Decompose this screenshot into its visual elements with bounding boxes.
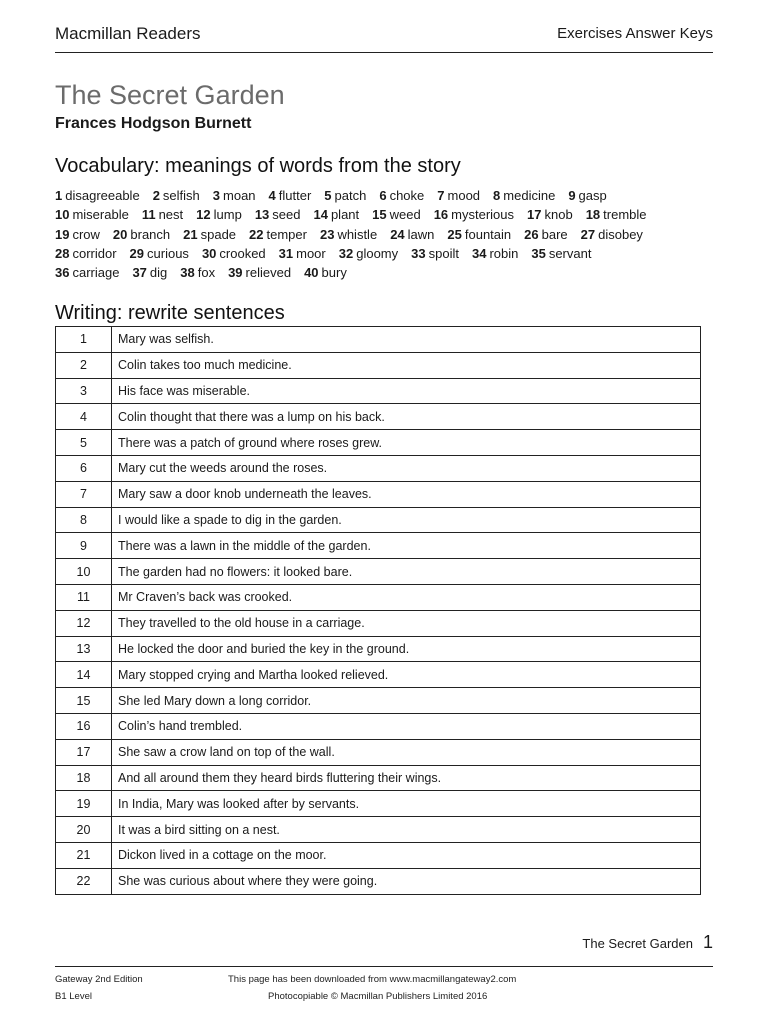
vocabulary-number: 5: [324, 188, 332, 203]
vocabulary-item: [586, 205, 647, 224]
row-number: 15: [56, 688, 112, 714]
vocabulary-number: 2: [152, 188, 160, 203]
row-number: 22: [56, 868, 112, 894]
document-type: Exercises Answer Keys: [557, 25, 713, 42]
row-number: 8: [56, 507, 112, 533]
row-sentence: Mary was selfish.: [112, 327, 701, 353]
vocabulary-number: 6: [379, 188, 387, 203]
vocabulary-number: 29: [129, 245, 145, 261]
vocabulary-number: 26: [524, 226, 539, 242]
table-row: [56, 327, 701, 353]
vocabulary-word: nest: [158, 207, 184, 223]
vocabulary-item: [437, 186, 480, 205]
vocabulary-number: 22: [249, 226, 264, 242]
vocabulary-item: [527, 205, 573, 224]
row-number: 16: [56, 713, 112, 739]
row-sentence: His face was miserable.: [112, 378, 701, 404]
table-row: [56, 636, 701, 662]
vocabulary-item: [568, 186, 606, 205]
vocabulary-line: [55, 205, 725, 224]
vocabulary-number: 21: [183, 226, 198, 242]
vocabulary-number: 3: [212, 188, 221, 203]
vocabulary-item: [183, 225, 236, 244]
vocabulary-word: selfish: [162, 188, 200, 203]
vocabulary-number: 40: [304, 265, 319, 281]
vocabulary-word: disobey: [598, 226, 643, 242]
vocabulary-item: [55, 205, 129, 224]
vocabulary-item: [324, 186, 366, 205]
vocabulary-word: miserable: [72, 207, 129, 223]
sentences-table: [55, 326, 701, 895]
vocabulary-number: 18: [585, 207, 601, 223]
table-row: [56, 688, 701, 714]
vocabulary-item: [249, 225, 307, 244]
vocabulary-number: 1: [55, 188, 63, 203]
row-number: 3: [56, 378, 112, 404]
row-number: 14: [56, 662, 112, 688]
vocabulary-number: 36: [55, 265, 70, 281]
row-sentence: He locked the door and buried the key in the ground.: [112, 636, 701, 662]
row-sentence: There was a lawn in the middle of the garden.: [112, 533, 701, 559]
vocabulary-word: tremble: [603, 207, 647, 223]
table-row: [56, 352, 701, 378]
table-row: [56, 868, 701, 894]
vocabulary-number: 14: [313, 207, 328, 223]
row-number: 9: [56, 533, 112, 559]
vocabulary-word: bury: [321, 265, 347, 281]
footer-book-title: The Secret Garden: [582, 936, 693, 951]
table-row: [56, 662, 701, 688]
row-sentence: The garden had no flowers: it looked bare.: [112, 559, 701, 585]
vocabulary-number: 30: [201, 245, 217, 261]
row-number: 20: [56, 817, 112, 843]
vocabulary-word: bare: [541, 226, 568, 242]
vocabulary-item: [524, 225, 568, 244]
vocabulary-word: whistle: [337, 226, 378, 242]
row-number: 13: [56, 636, 112, 662]
row-number: 17: [56, 739, 112, 765]
table-row: [56, 791, 701, 817]
vocabulary-item: [313, 205, 359, 224]
vocabulary-word: flutter: [278, 188, 312, 203]
vocabulary-word: fox: [197, 265, 216, 281]
vocabulary-item: [180, 263, 215, 282]
page-header: [55, 22, 713, 53]
vocabulary-number: 38: [180, 265, 195, 281]
vocabulary-heading: Vocabulary: meanings of words from the story: [55, 155, 461, 177]
vocabulary-number: 4: [268, 188, 276, 203]
vocabulary-word: servant: [548, 245, 592, 261]
vocabulary-word: choke: [389, 188, 425, 203]
series-name: Macmillan Readers: [55, 24, 201, 43]
vocabulary-number: 32: [338, 245, 354, 261]
vocabulary-word: crow: [72, 226, 100, 242]
vocabulary-word: gasp: [578, 188, 607, 203]
table-row: [56, 404, 701, 430]
vocabulary-word: relieved: [245, 265, 292, 281]
vocabulary-word: branch: [130, 226, 171, 242]
vocabulary-item: [55, 186, 140, 205]
vocabulary-word: spoilt: [428, 245, 459, 261]
vocabulary-word: temper: [266, 226, 307, 242]
vocabulary-number: 39: [228, 265, 243, 281]
row-number: 1: [56, 327, 112, 353]
row-sentence: Mr Craven’s back was crooked.: [112, 584, 701, 610]
footer-divider: [55, 966, 713, 967]
vocabulary-item: [472, 244, 518, 263]
vocabulary-list: [55, 186, 725, 282]
vocabulary-number: 25: [447, 226, 462, 242]
vocabulary-number: 11: [141, 207, 156, 223]
vocabulary-item: [132, 263, 167, 282]
vocabulary-line: [55, 244, 725, 263]
footer-edition: Gateway 2nd Edition: [55, 974, 143, 985]
vocabulary-word: plant: [330, 207, 360, 223]
vocabulary-word: mood: [447, 188, 481, 203]
table-row: [56, 507, 701, 533]
vocabulary-number: 13: [254, 207, 270, 223]
row-sentence: She led Mary down a long corridor.: [112, 688, 701, 714]
vocabulary-item: [493, 186, 555, 205]
vocabulary-number: 15: [372, 207, 387, 223]
page-number: 1: [702, 932, 713, 952]
vocabulary-item: [213, 186, 256, 205]
row-sentence: She saw a crow land on top of the wall.: [112, 739, 701, 765]
row-number: 6: [56, 455, 112, 481]
page-footer-title: [582, 932, 713, 953]
row-sentence: She was curious about where they were going.: [112, 868, 701, 894]
vocabulary-item: [581, 225, 643, 244]
book-title: The Secret Garden: [55, 80, 285, 110]
table-row: [56, 559, 701, 585]
vocabulary-item: [228, 263, 291, 282]
vocabulary-item: [153, 186, 200, 205]
row-sentence: And all around them they heard birds fluttering their wings.: [112, 765, 701, 791]
vocabulary-word: moan: [223, 188, 256, 203]
table-row: [56, 713, 701, 739]
vocabulary-word: spade: [200, 226, 237, 242]
vocabulary-item: [339, 244, 398, 263]
vocabulary-number: 7: [437, 188, 445, 203]
vocabulary-number: 28: [55, 245, 70, 261]
table-row: [56, 842, 701, 868]
vocabulary-item: [196, 205, 242, 224]
row-sentence: There was a patch of ground where roses grew.: [112, 430, 701, 456]
vocabulary-word: corridor: [72, 245, 117, 261]
vocabulary-word: weed: [389, 207, 421, 223]
vocabulary-number: 33: [411, 245, 426, 261]
vocabulary-number: 10: [55, 207, 70, 223]
writing-heading: Writing: rewrite sentences: [55, 302, 285, 324]
row-sentence: Mary stopped crying and Martha looked relieved.: [112, 662, 701, 688]
vocabulary-item: [531, 244, 591, 263]
vocabulary-word: lawn: [407, 226, 435, 242]
row-number: 7: [56, 481, 112, 507]
row-number: 12: [56, 610, 112, 636]
row-sentence: I would like a spade to dig in the garden.: [112, 507, 701, 533]
vocabulary-number: 31: [278, 245, 294, 261]
vocabulary-item: [320, 225, 377, 244]
vocabulary-number: 34: [471, 245, 487, 261]
table-row: [56, 430, 701, 456]
book-author: Frances Hodgson Burnett: [55, 115, 252, 132]
vocabulary-word: moor: [296, 245, 326, 261]
vocabulary-line: [55, 263, 725, 282]
row-number: 21: [56, 842, 112, 868]
vocabulary-word: knob: [544, 207, 573, 223]
row-sentence: Colin thought that there was a lump on his back.: [112, 404, 701, 430]
vocabulary-word: lump: [213, 207, 242, 223]
vocabulary-word: disagreeable: [65, 188, 140, 203]
vocabulary-number: 19: [55, 226, 70, 242]
vocabulary-item: [130, 244, 189, 263]
vocabulary-number: 35: [531, 245, 546, 261]
footer-level: B1 Level: [55, 991, 92, 1002]
vocabulary-word: crooked: [219, 245, 266, 261]
row-number: 4: [56, 404, 112, 430]
table-row: [56, 817, 701, 843]
row-sentence: Mary saw a door knob underneath the leaves.: [112, 481, 701, 507]
vocabulary-number: 8: [493, 188, 501, 203]
vocabulary-number: 23: [319, 226, 335, 242]
vocabulary-item: [142, 205, 183, 224]
table-row: [56, 765, 701, 791]
vocabulary-number: 27: [580, 226, 596, 242]
vocabulary-number: 37: [132, 265, 147, 281]
row-sentence: It was a bird sitting on a nest.: [112, 817, 701, 843]
footer-copyright: Photocopiable © Macmillan Publishers Limited 2016: [268, 991, 488, 1002]
vocabulary-word: robin: [489, 245, 519, 261]
table-row: [56, 481, 701, 507]
vocabulary-number: 20: [112, 226, 128, 242]
vocabulary-word: dig: [149, 265, 168, 281]
row-number: 10: [56, 559, 112, 585]
row-number: 11: [56, 584, 112, 610]
row-sentence: In India, Mary was looked after by servants.: [112, 791, 701, 817]
vocabulary-number: 12: [196, 207, 211, 223]
vocabulary-word: carriage: [72, 265, 120, 281]
vocabulary-item: [372, 205, 421, 224]
vocabulary-item: [434, 205, 514, 224]
vocabulary-item: [113, 225, 170, 244]
footer-download-note: This page has been downloaded from www.macmillangateway2.com: [228, 974, 517, 985]
vocabulary-item: [55, 263, 119, 282]
vocabulary-word: seed: [272, 207, 301, 223]
vocabulary-word: patch: [334, 188, 367, 203]
row-sentence: Colin’s hand trembled.: [112, 713, 701, 739]
row-number: 2: [56, 352, 112, 378]
row-sentence: Mary cut the weeds around the roses.: [112, 455, 701, 481]
vocabulary-item: [304, 263, 347, 282]
table-row: [56, 378, 701, 404]
vocabulary-number: 9: [568, 188, 576, 203]
vocabulary-number: 24: [390, 226, 405, 242]
vocabulary-word: mysterious: [451, 207, 515, 223]
vocabulary-item: [447, 225, 511, 244]
row-sentence: Dickon lived in a cottage on the moor.: [112, 842, 701, 868]
row-number: 5: [56, 430, 112, 456]
vocabulary-word: fountain: [464, 226, 512, 242]
table-row: [56, 739, 701, 765]
row-sentence: They travelled to the old house in a carriage.: [112, 610, 701, 636]
vocabulary-item: [255, 205, 301, 224]
vocabulary-item: [279, 244, 326, 263]
vocabulary-line: [55, 225, 725, 244]
vocabulary-item: [411, 244, 459, 263]
vocabulary-number: 16: [433, 207, 449, 223]
table-row: [56, 455, 701, 481]
row-number: 18: [56, 765, 112, 791]
row-sentence: Colin takes too much medicine.: [112, 352, 701, 378]
vocabulary-word: medicine: [503, 188, 556, 203]
vocabulary-item: [55, 225, 100, 244]
vocabulary-item: [55, 244, 117, 263]
vocabulary-word: gloomy: [356, 245, 399, 261]
vocabulary-number: 17: [527, 207, 542, 223]
table-row: [56, 610, 701, 636]
vocabulary-line: [55, 186, 725, 205]
row-number: 19: [56, 791, 112, 817]
vocabulary-item: [379, 186, 424, 205]
table-row: [56, 584, 701, 610]
vocabulary-item: [390, 225, 434, 244]
table-row: [56, 533, 701, 559]
vocabulary-item: [202, 244, 266, 263]
vocabulary-item: [269, 186, 312, 205]
vocabulary-word: curious: [147, 245, 189, 261]
